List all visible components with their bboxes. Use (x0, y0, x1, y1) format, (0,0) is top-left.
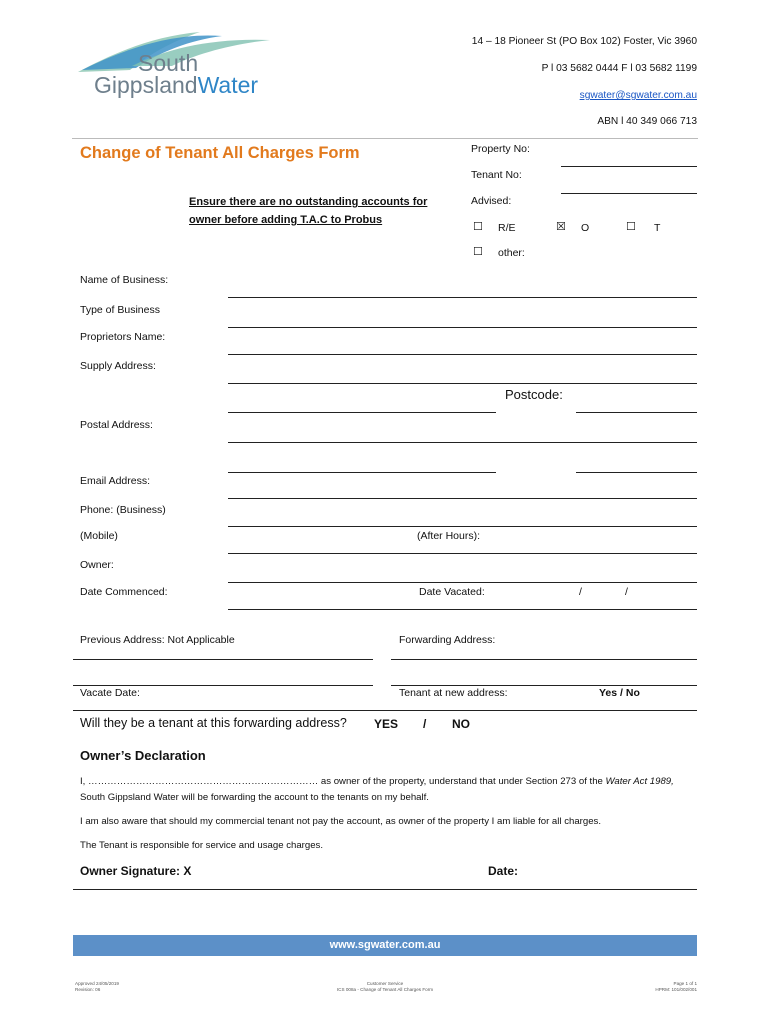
tenant-no-field[interactable] (561, 193, 697, 194)
checkbox-other-label: other: (498, 247, 525, 259)
property-no-label: Property No: (471, 143, 530, 155)
footer-document-name: ICS 008a - Change of Tenant All Charges Form (336, 987, 434, 992)
checkbox-o-label: O (581, 222, 590, 234)
tenant-no-label: Tenant No: (471, 169, 522, 181)
footer-approved: Approved 24/05/2019 (75, 981, 119, 986)
checkbox-o[interactable]: ☒ (556, 220, 566, 233)
owner-label: Owner: (80, 559, 114, 571)
header-abn: ABN l 40 349 066 713 (597, 116, 697, 127)
email-address-field[interactable] (228, 498, 697, 499)
declaration-date-label: Date: (488, 864, 519, 878)
type-of-business-label: Type of Business (80, 304, 160, 316)
vacate-date-field[interactable] (73, 710, 697, 711)
postcode-label: Postcode: (505, 387, 563, 402)
logo-text-line2 (94, 72, 258, 99)
forwarding-tenant-question: Will they be a tenant at this forwarding address? (80, 716, 347, 730)
mobile-field[interactable] (228, 553, 697, 554)
owner-field[interactable] (228, 582, 697, 583)
forwarding-address-field-2[interactable] (391, 685, 697, 686)
water-act-reference: Water Act 1989, (605, 776, 674, 787)
previous-address-field[interactable] (73, 659, 373, 660)
notice-line-2: owner before adding T.A.C to Probus (189, 214, 383, 226)
mobile-label: (Mobile) (80, 530, 118, 542)
logo (72, 26, 272, 102)
forwarding-tenant-no[interactable]: NO (452, 717, 470, 731)
postal-address-label: Postal Address: (80, 419, 153, 431)
declaration-line-1-text: I, ……………………………………………………………… as owner of the property, understand that under Section 273 of the (80, 776, 606, 787)
supply-address-field[interactable] (228, 383, 697, 384)
type-of-business-field[interactable] (228, 327, 697, 328)
header-divider (72, 138, 698, 139)
previous-address-field-2[interactable] (73, 685, 373, 686)
previous-address-label: Previous Address: Not Applicable (80, 634, 235, 646)
declaration-line-3: I am also aware that should my commercial tenant not pay the account, as owner of the property I am liable for all charges. (80, 816, 601, 827)
postcode-field[interactable] (576, 412, 697, 413)
logo-text-south: South (138, 50, 199, 76)
date-commenced-label: Date Commenced: (80, 586, 168, 598)
notice-line-1: Ensure there are no outstanding accounts for (189, 196, 428, 208)
footer-hprm: HPRM: 101/002/001 (655, 987, 697, 992)
footer-website-bar (73, 935, 697, 956)
phone-business-field[interactable] (228, 526, 697, 527)
checkbox-t-label: T (654, 222, 661, 234)
declaration-line-4: The Tenant is responsible for service and usage charges. (80, 840, 324, 851)
date-vacated-slash-2: / (625, 586, 628, 598)
vacate-date-label: Vacate Date: (80, 687, 140, 699)
forwarding-address-label: Forwarding Address: (399, 634, 496, 646)
header-phone: P l 03 5682 0444 F l 03 5682 1199 (541, 63, 697, 74)
tenant-new-address-yes-no[interactable]: Yes / No (599, 687, 640, 699)
postal-address-field[interactable] (228, 442, 697, 443)
checkbox-re-label: R/E (498, 222, 516, 234)
declaration-line-1 (80, 776, 674, 787)
tenant-new-address-label: Tenant at new address: (399, 687, 508, 699)
logo-text-gippsland: Gippsland (94, 72, 198, 98)
owner-signature-label: Owner Signature: X (80, 864, 192, 878)
footer-page-number: Page 1 of 1 (673, 981, 697, 986)
signature-field[interactable] (73, 889, 697, 890)
footer-department: Customer Service (366, 981, 404, 986)
forwarding-tenant-slash: / (423, 717, 427, 731)
footer-revision: Revision: 06 (75, 987, 101, 992)
property-no-field[interactable] (561, 166, 697, 167)
checkbox-re[interactable]: ☐ (473, 220, 483, 233)
date-vacated-label: Date Vacated: (419, 586, 485, 598)
forwarding-address-field[interactable] (391, 659, 697, 660)
declaration-line-2: South Gippsland Water will be forwarding the account to the tenants on my behalf. (80, 792, 429, 803)
email-address-label: Email Address: (80, 475, 151, 487)
footer-website-link[interactable]: www.sgwater.com.au (329, 939, 441, 951)
forwarding-tenant-yes[interactable]: YES (374, 717, 399, 731)
dates-field[interactable] (228, 609, 697, 610)
proprietors-name-label: Proprietors Name: (80, 331, 166, 343)
advised-label: Advised: (471, 195, 512, 207)
after-hours-label: (After Hours): (417, 530, 481, 542)
name-of-business-label: Name of Business: (80, 274, 169, 286)
date-vacated-slash-1: / (579, 586, 582, 598)
postal-address-field-2[interactable] (228, 472, 496, 473)
checkbox-t[interactable]: ☐ (626, 220, 636, 233)
header-email-link[interactable]: sgwater@sgwater.com.au (579, 90, 697, 101)
supply-address-field-2[interactable] (228, 412, 496, 413)
logo-text-water: Water (197, 72, 259, 98)
supply-address-label: Supply Address: (80, 360, 156, 372)
name-of-business-field[interactable] (228, 297, 697, 298)
header-address: 14 – 18 Pioneer St (PO Box 102) Foster, Vic 3960 (471, 36, 697, 47)
phone-business-label: Phone: (Business) (80, 504, 166, 516)
checkbox-other[interactable]: ☐ (473, 245, 483, 258)
form-title: Change of Tenant All Charges Form (80, 144, 360, 162)
declaration-heading: Owner’s Declaration (80, 748, 206, 763)
proprietors-name-field[interactable] (228, 354, 697, 355)
postal-postcode-field[interactable] (576, 472, 697, 473)
